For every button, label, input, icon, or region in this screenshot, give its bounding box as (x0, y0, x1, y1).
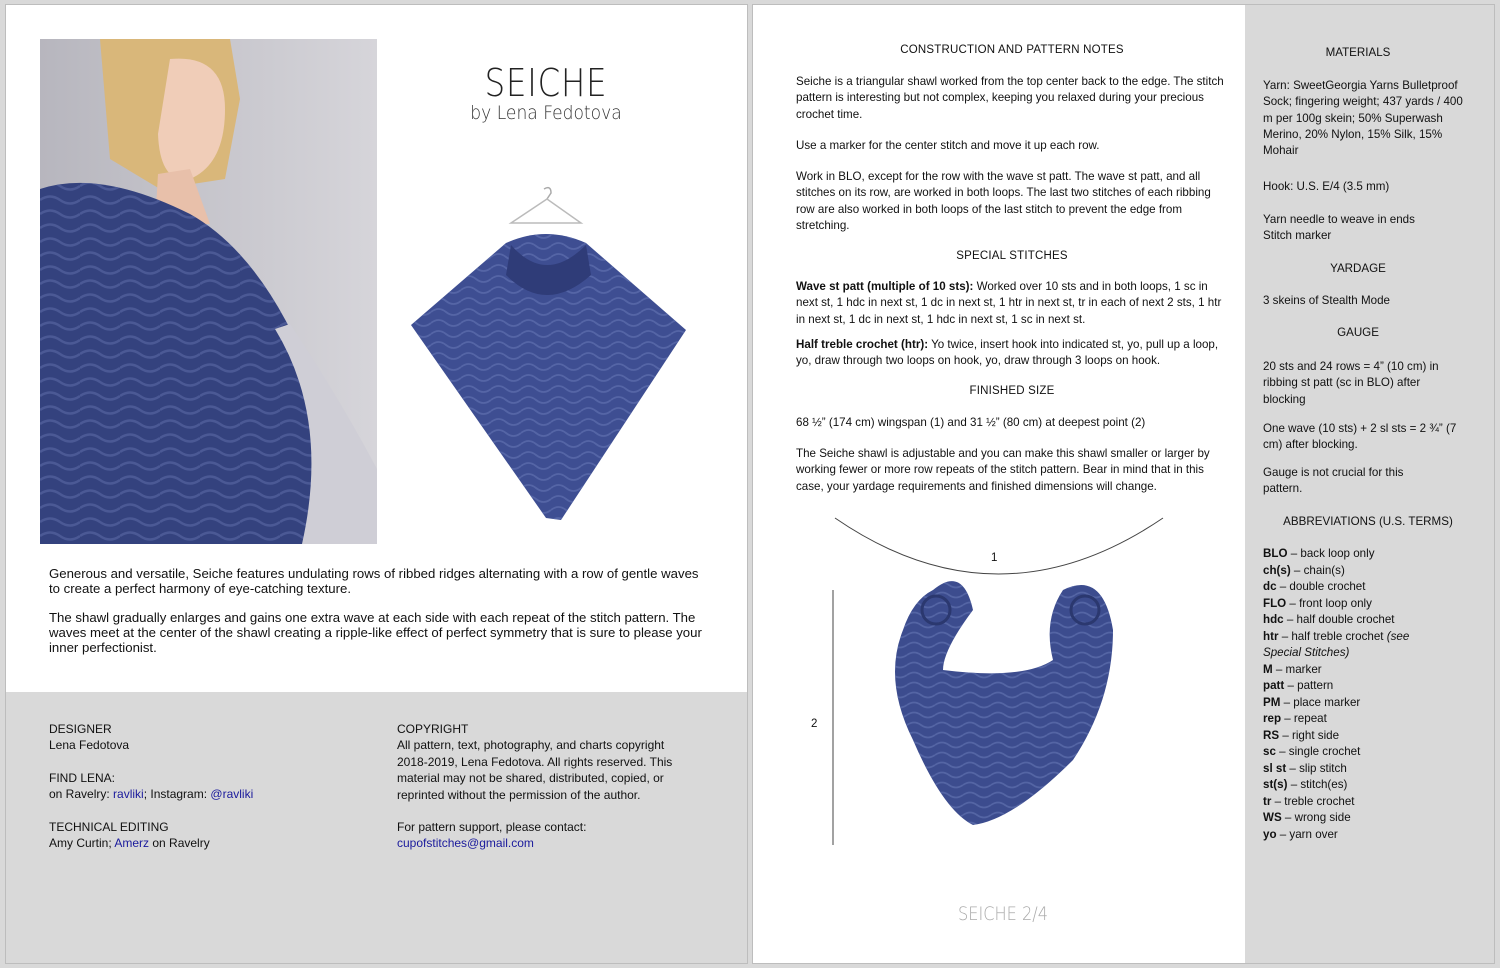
abbreviation-row (1263, 794, 1478, 811)
construction-heading: CONSTRUCTION AND PATTERN NOTES (900, 44, 1124, 56)
abbreviation-term: st(s) (1263, 778, 1288, 791)
gauge-info-3: Gauge is not crucial for this pattern. (1263, 466, 1404, 496)
abbreviation-row (1263, 612, 1478, 629)
ravelry-link[interactable]: ravliki (113, 787, 144, 801)
abbreviation-term: RS (1263, 728, 1280, 742)
abbreviation-term: tr (1263, 794, 1272, 808)
amerz-link[interactable]: Amerz (114, 836, 150, 850)
wingspan-label: 1 (991, 552, 998, 564)
abbreviation-definition: – front loop only (1286, 596, 1372, 610)
hanger-photo (401, 185, 691, 530)
adjustable-note: The Seiche shawl is adjustable and you can make this shawl smaller or larger by working fewer or more row repeats of the stitch pattern. Bear in mind that in this case, your yardage requirements and finished dimensions will change. (796, 447, 1210, 493)
model-photo (40, 39, 377, 544)
hook-info: Hook: U.S. E/4 (3.5 mm) (1263, 180, 1390, 193)
abbreviation-term: M (1263, 662, 1273, 676)
abbreviation-row (1263, 695, 1478, 712)
wave-stitch-definition (796, 279, 1228, 328)
find-links (49, 786, 253, 803)
abbreviation-term: hdc (1263, 613, 1284, 626)
abbreviation-row (1263, 810, 1478, 827)
shawl-on-hanger-image (401, 185, 691, 530)
notions-marker: Stitch marker (1263, 229, 1332, 242)
page-2 (752, 4, 1495, 964)
abbreviation-definition: – treble crochet (1271, 794, 1355, 808)
ravelry-prefix: on Ravelry: (49, 787, 114, 801)
abbreviation-term: BLO (1263, 547, 1288, 560)
intro-paragraph-1: Generous and versatile, Seiche features undulating rows of ribbed ridges alternating with a row of gentle waves to create a perfect harmony of eye-catching texture. (49, 566, 699, 596)
abbreviation-row (1263, 629, 1478, 646)
intro-paragraph-2: The shawl gradually enlarges and gains one extra wave at each side with each repeat of the stitch pattern. The waves meet at the center of the shawl creating a ripple-like effect of perfect symmetry that is sure to please your inner perfectionist. (49, 610, 702, 655)
page-number: SEICHE 2/4 (958, 903, 1048, 925)
depth-label: 2 (811, 718, 818, 730)
abbreviation-definition: – single crochet (1275, 745, 1361, 758)
wave-stitch-term: Wave st patt (multiple of 10 sts): (796, 280, 974, 293)
abbreviation-definition: – chain(s) (1290, 563, 1345, 577)
construction-paragraph-2: Use a marker for the center stitch and move it up each row. (796, 139, 1100, 152)
htr-definition (796, 337, 1228, 370)
page-1 (5, 4, 748, 964)
construction-paragraph-3: Work in BLO, except for the row with the wave st patt. The wave st patt, and all stitches on its row, are worked in both loops. The last two stitches of each ribbing row are also worked in both loops of the last stitch to prevent the edge from stretching. (796, 170, 1211, 232)
tech-editing-heading: TECHNICAL EDITING (49, 820, 169, 834)
pattern-title: SEICHE (484, 61, 608, 105)
abbreviation-row (1263, 711, 1478, 728)
abbreviation-definition: – pattern (1284, 679, 1334, 692)
abbreviation-definition: – slip stitch (1286, 761, 1347, 775)
designer-byline: by Lena Fedotova (470, 102, 622, 124)
abbreviation-term: patt (1263, 679, 1285, 692)
abbreviation-definition: – repeat (1281, 712, 1327, 725)
support-email-wrap (397, 835, 534, 852)
htr-text: Yo twice, insert hook into indicated st, yo, pull up a loop, yo, draw through two loops on hook, yo, draw through 3 loops on hook. (796, 338, 1219, 368)
abbreviation-term: sl st (1263, 761, 1287, 775)
special-stitches-heading: SPECIAL STITCHES (956, 250, 1068, 262)
abbreviations-heading: ABBREVIATIONS (U.S. TERMS) (1283, 515, 1453, 528)
support-email-link[interactable]: cupofstitches@gmail.com (397, 836, 534, 850)
abbreviation-term: yo (1263, 827, 1277, 841)
copyright-text: All pattern, text, photography, and charts copyright 2018-2019, Lena Fedotova. All rights reserved. This material may not be shared, distributed, copied, or reprinted without the permission of the author. (397, 738, 673, 802)
abbreviation-term: FLO (1263, 596, 1287, 610)
abbreviation-definition: – double crochet (1276, 580, 1366, 593)
gauge-heading: GAUGE (1337, 326, 1379, 339)
abbreviation-row (1263, 827, 1478, 844)
abbreviation-row (1263, 777, 1478, 794)
designer-name: Lena Fedotova (49, 738, 130, 752)
finished-size-text: 68 ½” (174 cm) wingspan (1) and 31 ½” (80 cm) at deepest point (2) (796, 416, 1146, 429)
copyright-heading: COPYRIGHT (397, 722, 469, 736)
abbreviation-definition: – marker (1272, 662, 1322, 676)
instagram-link[interactable]: @ravliki (210, 787, 254, 801)
htr-term: Half treble crochet (htr): (796, 338, 929, 351)
abbreviation-row (1263, 744, 1478, 761)
credits-footer (6, 692, 748, 964)
gauge-info-2: One wave (10 sts) + 2 sl sts = 2 ¾” (7 cm) after blocking. (1263, 422, 1457, 452)
find-heading: FIND LENA: (49, 771, 116, 785)
wingspan-arc (835, 518, 1163, 574)
yarn-info: Yarn: SweetGeorgia Yarns Bulletproof Sock; fingering weight; 437 yards / 400 m per 100g skein; 50% Superwash Merino, 20% Nylon, 15% Silk, 15% Mohair (1263, 79, 1463, 158)
abbreviation-definition: – stitch(es) (1287, 778, 1348, 791)
tech-editor (49, 835, 210, 852)
yardage-heading: YARDAGE (1330, 262, 1386, 275)
abbreviation-term: WS (1263, 811, 1282, 824)
abbreviation-term: dc (1263, 580, 1277, 593)
abbreviation-note: Special Stitches) (1263, 646, 1350, 659)
shawl-schematic (823, 510, 1173, 850)
finished-size-heading: FINISHED SIZE (969, 385, 1055, 397)
instagram-prefix: ; Instagram: (143, 787, 211, 801)
abbreviation-definition: – back loop only (1287, 547, 1375, 560)
construction-paragraph-1: Seiche is a triangular shawl worked from the top center back to the edge. The stitch pattern is interesting but not complex, keeping you relaxed during your precious crochet time. (796, 75, 1224, 121)
tech-editor-suffix: on Ravelry (149, 836, 210, 850)
abbreviation-row (1263, 728, 1478, 745)
materials-heading: MATERIALS (1325, 46, 1391, 59)
abbreviation-row (1263, 645, 1478, 662)
abbreviation-definition: – place marker (1280, 695, 1361, 709)
abbreviation-term: sc (1263, 745, 1276, 758)
model-wearing-shawl-image (40, 39, 377, 544)
abbreviation-row (1263, 662, 1478, 679)
abbreviation-row (1263, 579, 1478, 596)
abbreviation-definition: – yarn over (1276, 827, 1338, 841)
yardage-info: 3 skeins of Stealth Mode (1263, 294, 1390, 307)
abbreviation-row (1263, 546, 1478, 563)
gauge-info-1: 20 sts and 24 rows = 4” (10 cm) in ribbing st patt (sc in BLO) after blocking (1263, 360, 1439, 406)
tech-editor-name: Amy Curtin; (49, 836, 115, 850)
abbreviation-row (1263, 596, 1478, 613)
abbreviation-row (1263, 678, 1478, 695)
abbreviation-definition: – wrong side (1281, 811, 1351, 824)
support-text: For pattern support, please contact: (397, 820, 587, 834)
abbreviation-term: PM (1263, 695, 1281, 709)
abbreviation-row (1263, 563, 1478, 580)
materials-sidebar (1245, 5, 1495, 964)
abbreviation-term: rep (1263, 712, 1282, 725)
abbreviation-term: htr (1263, 629, 1279, 643)
wave-stitch-text: Worked over 10 sts and in both loops, 1 sc in next st, 1 hdc in next st, 1 dc in next st, 1 htr in next st, tr in each of next 2 sts, 1 htr in next st, 1 dc in next st, 1 hdc in next st, 1 sc in next st. (796, 280, 1222, 326)
abbreviation-row (1263, 761, 1478, 778)
abbreviation-note: (see (1386, 629, 1410, 643)
abbreviation-definition: – right side (1279, 728, 1340, 742)
abbreviation-definition: – half treble crochet (1278, 629, 1387, 643)
abbreviation-definition: – half double crochet (1283, 613, 1395, 626)
notions-needle: Yarn needle to weave in ends (1263, 213, 1415, 226)
abbreviation-term: ch(s) (1263, 563, 1291, 577)
abbreviations-list (1263, 546, 1478, 843)
designer-heading: DESIGNER (49, 722, 112, 736)
